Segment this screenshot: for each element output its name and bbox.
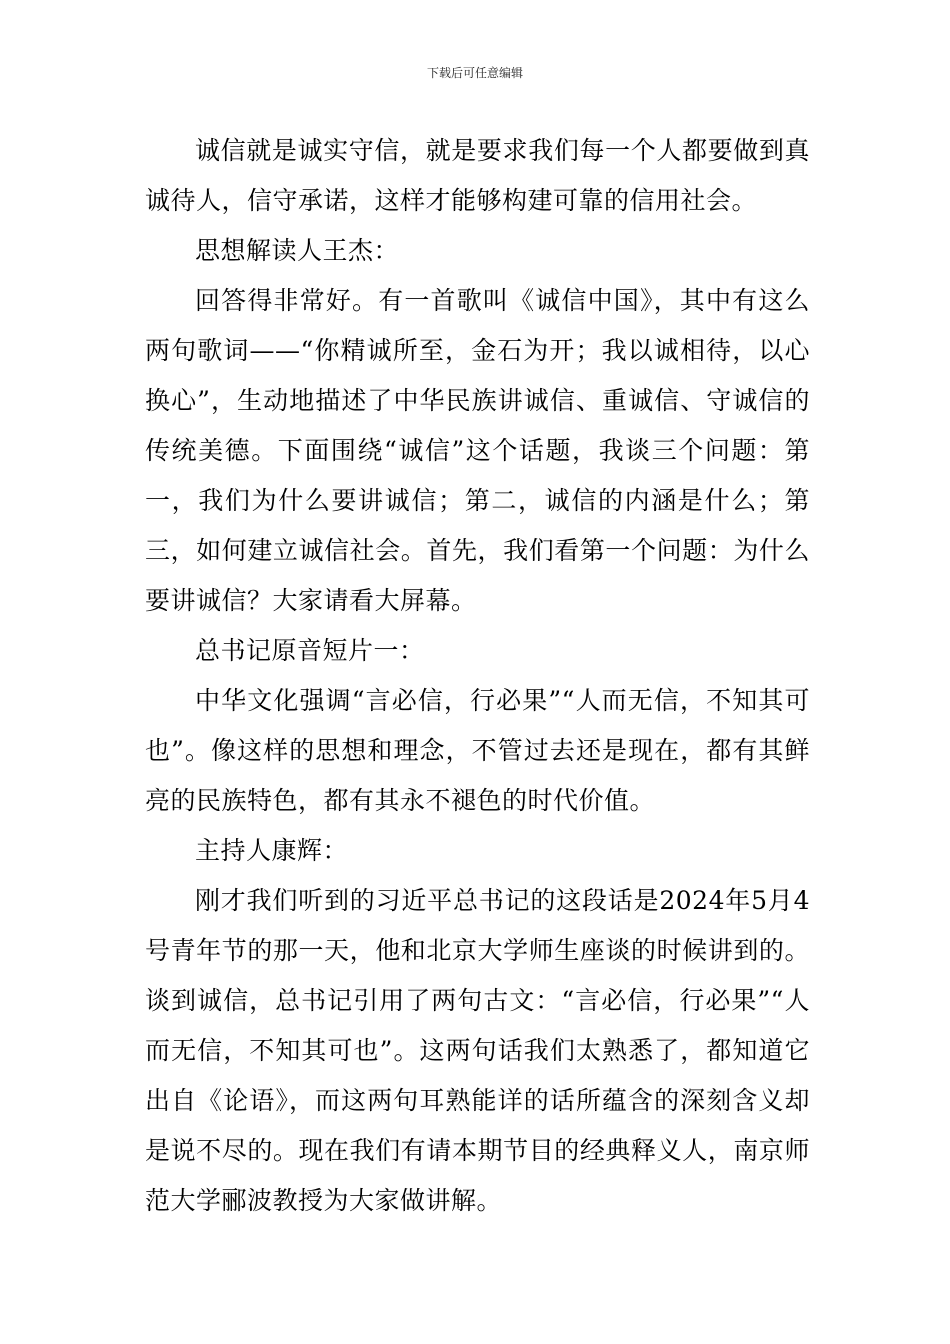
page-header: 下载后可任意编辑 (426, 66, 523, 80)
paragraph-integrity-definition: 诚信就是诚实守信，就是要求我们每一个人都要做到真诚待人，信守承诺，这样才能够构建可靠的信用社会。 (145, 136, 810, 215)
paragraph-audio-clip-quote: 中华文化强调“言必信，行必果”“人而无信，不知其可也”。像这样的思想和理念，不管过去还是现在，都有其鲜亮的民族特色，都有其永不褪色的时代价值。 (145, 686, 810, 815)
paragraph-kang-hui-remarks: 刚才我们听到的习近平总书记的这段话是2024年5月4号青年节的那一天，他和北京大学师生座谈的时候讲到的。谈到诚信，总书记引用了两句古文：“言必信，行必果”“人而无信，不知其可也”。这两句话我们太熟悉了，都知道它出自《论语》，而这两句耳熟能详的话所蕴含的深刻含义却是说不尽的。现在我们有请本期节目的经典释义人，南京师范大学郦波教授为大家做讲解。 (145, 886, 810, 1215)
paragraph-wang-jie-answer: 回答得非常好。有一首歌叫《诚信中国》，其中有这么两句歌词——“你精诚所至，金石为开；我以诚相待，以心换心”，生动地描述了中华民族讲诚信、重诚信、守诚信的传统美德。下面围绕“诚信”这个话题，我谈三个问题：第一，我们为什么要讲诚信；第二，诚信的内涵是什么；第三，如何建立诚信社会。首先，我们看第一个问题：为什么要讲诚信？大家请看大屏幕。 (145, 286, 810, 615)
speaker-label-kang-hui: 主持人康辉： (195, 836, 349, 865)
document-body (145, 126, 810, 1226)
speaker-label-audio-clip-one: 总书记原音短片一： (195, 636, 425, 665)
speaker-label-wang-jie: 思想解读人王杰： (195, 236, 400, 265)
